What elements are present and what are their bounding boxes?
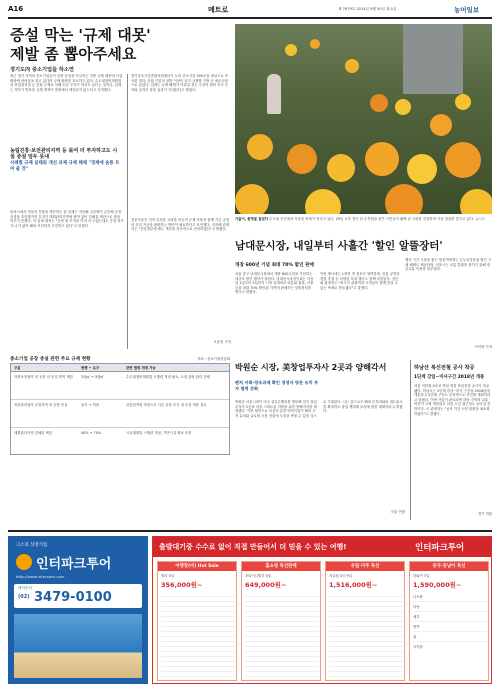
- flower-mark: [285, 44, 297, 56]
- expo-title: 박원순 시장, 美창업투자사 2곳과 양해각서: [235, 363, 387, 372]
- table-cell: 40% → 70%: [81, 431, 102, 435]
- flower-mark: [247, 134, 273, 160]
- tour-destination: 방콕: [413, 622, 487, 632]
- tour-price: 1,516,000원~: [329, 581, 378, 589]
- flower-mark: [310, 39, 320, 49]
- table-cell: 계획관리지역 건폐율 제한: [14, 431, 53, 435]
- flower-mark: [385, 184, 423, 214]
- photo-building: [403, 24, 463, 94]
- table-cell: 1천㎡ → 3천㎡: [81, 375, 104, 379]
- tour-column-title: 유럽·미주 특선: [326, 562, 404, 571]
- tour-column: [241, 561, 321, 681]
- tour-price-label: 발리 5일: [161, 574, 175, 578]
- tour-banner-text: 출발대기중 수수료 없이 직접 만들어서 더 믿을 수 있는 여행!: [159, 543, 347, 551]
- table-cell: 수도권정비계획법 시행령 개정 필요, 오염 총량 관리 전제: [126, 375, 210, 379]
- tour-ad: [152, 536, 492, 684]
- section-name: 메트로: [208, 6, 229, 14]
- table-cell: 성장관리권역 공업지역 외 공장 증설: [14, 403, 68, 407]
- tour-column-title: 중국·동남아 특선: [410, 562, 488, 571]
- tour-column-title: 홈쇼핑 특선판매: [242, 562, 320, 571]
- tour-destination: 사이판: [413, 645, 423, 649]
- lead-byline: 경기도內 중소기업들 하소연: [10, 67, 74, 73]
- tour-column: [325, 561, 405, 681]
- lead-subhead-2: 사례별 규제 실태와 개선 과제 규제 해제 "경제에 숨통 트여 줄 것": [10, 161, 120, 172]
- tour-destination: 괌: [413, 632, 487, 642]
- interpark-ad: [8, 536, 148, 684]
- ad-tagline: 고스피 상장기업: [16, 543, 48, 548]
- photo-caption-head: 가을이, 꽃망울 잡았다: [235, 217, 269, 221]
- market-body-1: 서울 중구 남대문시장에서 개장 600주년을 기념하는 대규모 할인 행사가 열린다. 남대문시장상인회는 다음달 1일부터 3일까지 시장 일대에서 의류와 잡화, 식품 등을 최대 70% 할인된 가격에 판매하는 알뜰장터를 연다고 밝혔다.: [235, 272, 314, 295]
- flower-mark: [345, 59, 359, 73]
- tour-destination: 다낭: [413, 602, 487, 612]
- table-cell: 자연보전권역 내 공장 신·증설 면적 제한: [14, 375, 73, 379]
- fest-signature: 경기 연합: [477, 512, 492, 516]
- fest-title: 하남산 복선전철 공사 착공: [414, 365, 475, 371]
- expo-signature: 서울 연합: [390, 510, 405, 514]
- table-header-cell: 구분: [14, 366, 21, 370]
- flower-mark: [287, 144, 317, 174]
- ad-rule: [8, 530, 492, 532]
- tour-price-label: 하와이 7일: [413, 574, 430, 578]
- table-cell: 산업집적법 개정으로 기존 공장 부지 내 증설 허용 검토: [126, 403, 207, 407]
- lead-title-2: 제발 좀 뽑아주세요: [10, 45, 137, 63]
- fest-subhead: 1단계 강일~미사구간 2018년 개통: [414, 375, 485, 380]
- tour-banner-brand: 인터파크투어: [415, 543, 465, 553]
- lead-subhead-1: 농림진흥·보전관리지역 등 묶여 더 투자하고도 시설 증설 엄두 못내: [10, 148, 118, 161]
- photo-caption: [235, 217, 492, 231]
- flower-mark: [460, 189, 492, 214]
- flower-mark: [395, 99, 411, 115]
- table-row: [11, 401, 229, 428]
- phone-prefix: (02): [18, 594, 30, 600]
- flower-mark: [327, 154, 355, 182]
- photo-caption-text: 수도권 곳곳에서 가을꽃 축제가 열리고 있다. 29일 오후 경기 한 수목원을 찾은 시민들이 활짝 핀 국화를 감상하며 가을 정취를 즐기고 있다.: [269, 217, 475, 221]
- interpark-logo-icon: [16, 554, 32, 570]
- phone-label: 예약문의: [18, 586, 32, 590]
- lead-body-3: 전문가들은 지역 특성을 고려한 차등적 규제 적용과 함께 기존 공장의 증설 기준을 완화하는 방안이 필요하다고 조언했다. 지자체 관계자는 "중앙정부에 제도 개선을 지속적으로 건의하겠다"고 밝혔다.: [131, 218, 230, 232]
- tour-price: 649,000원~: [245, 581, 287, 589]
- flower-mark: [430, 114, 452, 136]
- market-signature: 이지현 기자: [474, 345, 492, 349]
- tour-column-title: 여행장(마) Hot Sale: [158, 562, 236, 571]
- flower-mark: [407, 154, 437, 184]
- photo-person: [267, 74, 281, 114]
- lead-photo: [235, 24, 492, 214]
- tour-list-block: [329, 592, 403, 678]
- phone-number[interactable]: 3479-0100: [34, 590, 112, 605]
- tour-list-block: [161, 592, 235, 678]
- tour-destinations: [413, 592, 487, 678]
- tour-price-label: 코타키나발루 5일: [245, 574, 272, 578]
- flower-mark: [445, 142, 481, 178]
- lead-signature: 오동현 기자: [213, 340, 231, 344]
- tour-column: [157, 561, 237, 681]
- flower-mark: [365, 142, 399, 176]
- paper-name: 농어일보: [454, 6, 480, 14]
- header-rule: [8, 17, 492, 19]
- tour-price-label: 서유럽 3국 9일: [329, 574, 352, 578]
- table-header-cell: 관련 법령 개정 가능: [126, 366, 156, 370]
- lead-title-1: 증설 막는 '규제 대못': [10, 26, 151, 44]
- table-cell: 불가 → 허용: [81, 403, 100, 407]
- tour-destination: 세부: [413, 612, 487, 622]
- flower-mark: [235, 184, 269, 214]
- market-title: 남대문시장, 내일부터 사흘간 '할인 알뜰장터': [235, 240, 443, 252]
- flower-mark: [305, 189, 341, 214]
- right-col-divider: [410, 360, 411, 520]
- table-unit: 자료 : 중소기업중앙회: [197, 357, 230, 361]
- ad-url[interactable]: http://www.interpark.com: [16, 574, 65, 579]
- market-subhead: 개장 600년 기념 최대 70% 할인 판매: [235, 263, 314, 268]
- lead-intro: 최근 경기 지역의 중소기업들이 공장 증설을 가로막는 각종 규제 때문에 사업 확장에 어려움을 겪고 있다며 규제 완화를 호소하고 있다. 수도권정비계획법과 산업집적법 등 중첩 규제로 인해 신규 투자가 막히고 있다는 것이다. 업계는 정부가 발표한 규제 개혁이 현장에서 체감되지 않는다고 지적했다.: [10, 74, 123, 92]
- tour-price: 356,000원~: [161, 581, 203, 589]
- tour-banner: [153, 537, 491, 557]
- lead-col-divider-1: [127, 74, 128, 349]
- fest-body: 서울 지하철 5호선 하남 연장 복선전철 공사가 착공됐다. 하남시는 1단계 강일~미사 구간을 2018년에 개통하고 2단계 구간도 순차적으로 추진할 계획이라고 밝혔다. 이번 사업이 완료되면 하남 지역의 교통 여건이 크게 개선되고 서울 도심 접근성도 높아질 전망이다. 시 관계자는 "공사 기간 시민 불편을 최소화하겠다"고 말했다.: [414, 384, 491, 416]
- header-bar: [8, 4, 492, 16]
- table-cell: 국토계획법 시행령 개정, 기반시설 확보 조건: [126, 431, 192, 435]
- flower-mark: [370, 94, 388, 112]
- phone-box: [14, 584, 142, 608]
- flower-mark: [455, 94, 471, 110]
- table-row: [11, 373, 229, 400]
- interpark-brand: 인터파크투어: [36, 557, 112, 572]
- table-header-row: [11, 364, 229, 372]
- tour-column: [409, 561, 489, 681]
- page-number: A16: [8, 5, 24, 13]
- tour-list-block: [245, 592, 319, 678]
- table-row: [11, 429, 229, 454]
- expo-subhead: 벤처 이화·창조과제 확인 경영자 방문 유치 투자 협력 강화: [235, 380, 319, 391]
- market-body-2: 이번 행사에는 1천여 개 점포가 참여하며, 전통 공연과 경품 추첨 등 다양한 부대 행사도 함께 마련된다. 상인회 관계자는 "외국인 관광객과 시민들이 함께 즐길 수 있는 축제로 만들겠다"고 말했다.: [320, 272, 400, 290]
- expo-body: 박원순 서울시장이 미국 실리콘밸리를 방문해 현지 창업투자사 2곳과 서울 스타트업 지원을 위한 양해각서를 체결했다. 이번 협약으로 서울의 유망 벤처기업이 해외 투자 유치와 글로벌 시장 진출에 도움을 받을 수 있을 것으로 기대된다. 시는 앞으로도 해외 투자자와의 네트워크를 확대하고 창업 생태계 조성에 힘쓸 계획이라고 밝혔다.: [235, 400, 403, 418]
- regulation-table: [10, 363, 230, 455]
- tour-price: 1,590,000원~: [413, 581, 462, 589]
- interpark-logo: [16, 552, 140, 572]
- lead-body-2: 경기중소기업종합지원센터가 도내 중소기업 300곳을 대상으로 조사한 결과, 응답 기업의 절반 이상이 입지 규제를 가장 큰 애로사항으로 꼽았다. 업계는 규제 해제가 이뤄질 경우 수천억 원의 추가 투자와 일자리 창출 효과가 기대된다고 밝혔다.: [131, 74, 229, 92]
- photo-credit: 뉴시스: [475, 217, 486, 221]
- market-body-3: 행사 기간 시장을 찾는 방문객에게는 온누리상품권 할인 구매 혜택도 제공되며, 서울시는 교통 혼잡을 줄이기 위해 대중교통 이용을 당부했다.: [405, 258, 492, 272]
- ad-photo-strip: [14, 614, 142, 678]
- table-header-cell: 현행 ~ 요구: [81, 366, 100, 370]
- issue-date: 제 7679호 2014년 9월 30일 화요일: [338, 7, 397, 11]
- tour-destination: 나트랑: [413, 592, 487, 602]
- lead-body-1: 화성시에서 자동차 부품을 생산하는 한 업체는 지난해 주문량이 급증해 공장 증설을 추진했지만 부지가 계획관리지역에 묶여 있어 건폐율 제한으로 뜻을 이루지 못했다. 이 업체 대표는 "공장 옆 부지를 이미 사 두었는데도 증설 허가가 나지 않아 해외 이전까지 고민하고 있다"고 말했다.: [10, 210, 124, 228]
- table-title: 중소기업 공장 증설 관련 주요 규제 현황: [10, 357, 91, 362]
